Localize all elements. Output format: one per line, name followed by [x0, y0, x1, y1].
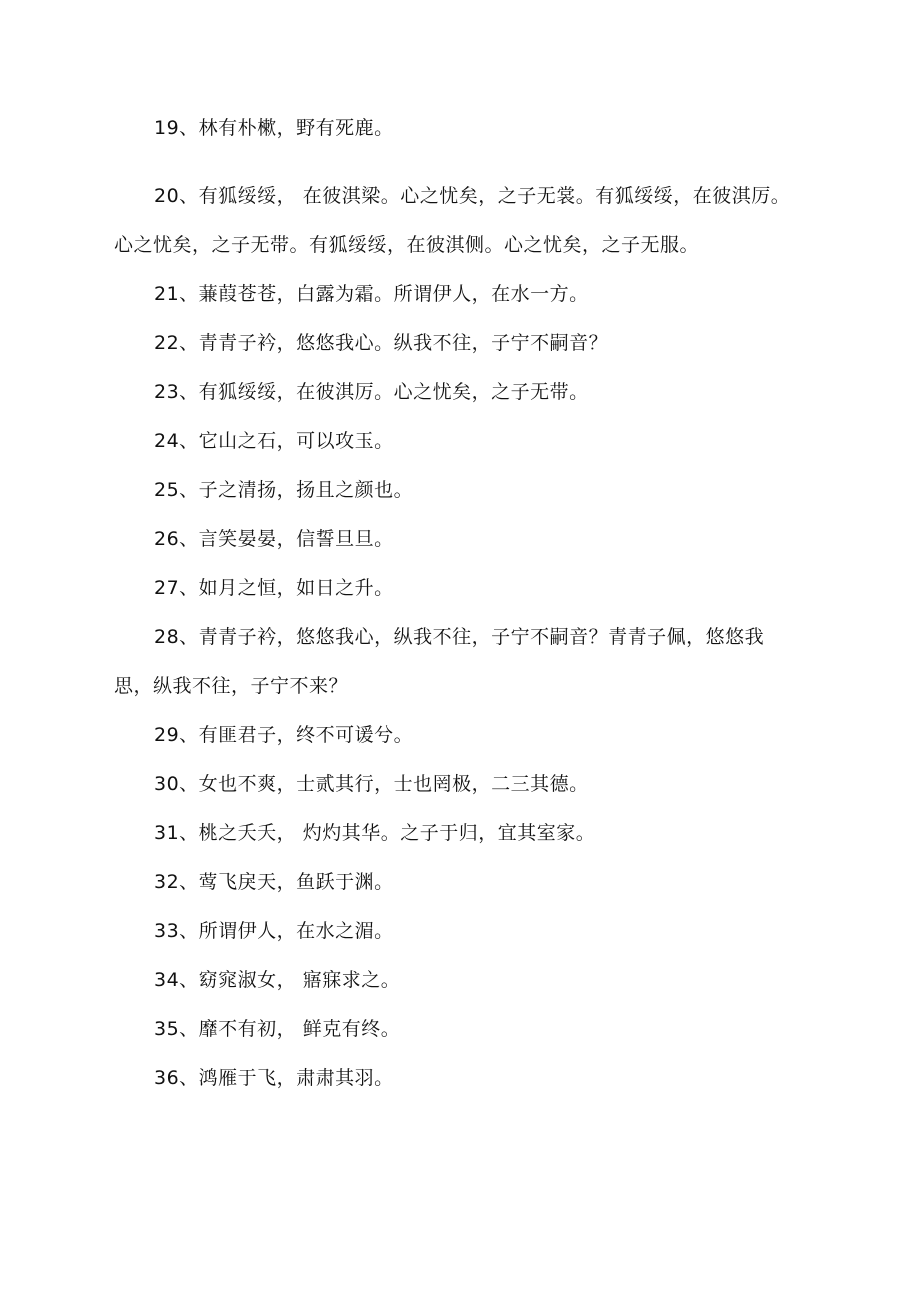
- poem-line-23: 23、有狐绥绥，在彼淇厉。心之忧矣，之子无带。: [154, 381, 589, 403]
- poem-line-21: 21、蒹葭苍苍，白露为霜。所谓伊人，在水一方。: [154, 283, 589, 305]
- poem-line-33: 33、所谓伊人，在水之湄。: [154, 920, 394, 942]
- poem-line-29: 29、有匪君子，终不可谖兮。: [154, 724, 414, 746]
- poem-line-28-continuation: 思，纵我不往，子宁不来？: [114, 675, 349, 697]
- poem-line-27: 27、如月之恒，如日之升。: [154, 577, 394, 599]
- poem-line-25: 25、子之清扬，扬且之颜也。: [154, 479, 414, 501]
- poem-line-32: 32、莺飞戾天，鱼跃于渊。: [154, 871, 394, 893]
- poem-line-26: 26、言笑晏晏，信誓旦旦。: [154, 528, 394, 550]
- poem-line-34: 34、窈窕淑女， 寤寐求之。: [154, 969, 401, 991]
- poem-line-20: 20、有狐绥绥， 在彼淇梁。心之忧矣，之子无裳。有狐绥绥，在彼淇厉。: [154, 185, 791, 207]
- poem-line-22: 22、青青子衿，悠悠我心。纵我不往，子宁不嗣音？: [154, 332, 609, 354]
- poem-line-24: 24、它山之石，可以攻玉。: [154, 430, 394, 452]
- poem-line-35: 35、靡不有初， 鲜克有终。: [154, 1018, 401, 1040]
- poem-line-19: 19、林有朴樕，野有死鹿。: [154, 117, 394, 139]
- poem-line-20-continuation: 心之忧矣，之子无带。有狐绥绥，在彼淇侧。心之忧矣，之子无服。: [114, 234, 700, 256]
- poem-line-30: 30、女也不爽，士贰其行，士也罔极，二三其德。: [154, 773, 589, 795]
- poem-line-36: 36、鸿雁于飞，肃肃其羽。: [154, 1067, 394, 1089]
- poem-line-28: 28、青青子衿，悠悠我心，纵我不往，子宁不嗣音？青青子佩，悠悠我: [154, 626, 765, 648]
- poem-line-31: 31、桃之夭夭， 灼灼其华。之子于归，宜其室家。: [154, 822, 596, 844]
